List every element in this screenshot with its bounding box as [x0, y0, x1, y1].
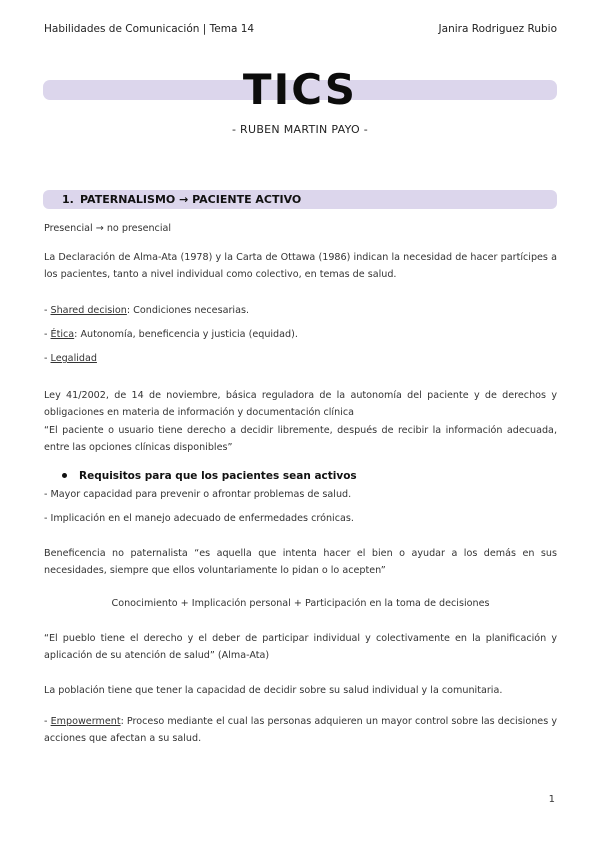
requisitos-title: Requisitos para que los pacientes sean activos — [79, 470, 357, 482]
requisito-2: - Implicación en el manejo adecuado de enfermedades crónicas. — [44, 513, 354, 524]
etica-text: : Autonomía, beneficencia y justicia (equidad). — [74, 329, 298, 340]
requisito-1: - Mayor capacidad para prevenir o afrontar problemas de salud. — [44, 489, 352, 500]
header-author: Janira Rodriguez Rubio — [438, 23, 557, 35]
declaracion-paragraph: La Declaración de Alma-Ata (1978) y la Carta de Ottawa (1986) indican la necesidad de hacer partícipes a los pacientes, tanto a nivel individual como colectivo, en temas de salud. — [44, 252, 557, 280]
page-title: TICS — [242, 65, 358, 114]
page-number: 1 — [548, 794, 555, 805]
ley-paragraph: Ley 41/2002, de 14 de noviembre, básica reguladora de la autonomía del paciente y de derechos y obligaciones en materia de información y documentación clínica — [44, 390, 557, 418]
empowerment-item: - Empowerment: Proceso mediante el cual las personas adquieren un mayor control sobre las decisiones y acciones que afectan a su salud. — [44, 716, 558, 744]
etica-label: Ética — [50, 329, 75, 340]
header-subject: Habilidades de Comunicación | Tema 14 — [44, 23, 255, 35]
section-number: 1. — [62, 193, 74, 206]
bullet-icon — [62, 473, 67, 478]
shared-decision-item: - Shared decision: Condiciones necesarias. — [44, 305, 249, 316]
beneficencia-paragraph: Beneficencia no paternalista “es aquella que intenta hacer el bien o ayudar a los demás en sus necesidades, siempre que ellos voluntariamente lo pidan o lo acepten” — [44, 548, 557, 576]
poblacion-line: La población tiene que tener la capacidad de decidir sobre su salud individual y la comunitaria. — [44, 685, 503, 696]
legalidad-label: Legalidad — [50, 353, 97, 364]
empowerment-label: Empowerment — [50, 716, 121, 727]
etica-item: - Ética: Autonomía, beneficencia y justicia (equidad). — [44, 329, 298, 340]
requisitos-heading — [62, 470, 357, 482]
shared-decision-label: Shared decision — [50, 305, 127, 316]
empowerment-text: : Proceso mediante el cual las personas adquieren un mayor control sobre las decisiones y acciones que afectan a su salud. — [44, 716, 558, 744]
shared-decision-text: : Condiciones necesarias. — [126, 305, 249, 316]
formula-line: Conocimiento + Implicación personal + Participación en la toma de decisiones — [111, 598, 490, 609]
page-subtitle: - RUBEN MARTIN PAYO - — [231, 123, 369, 136]
cita-pueblo: “El pueblo tiene el derecho y el deber de participar individual y colectivamente en la planificación y aplicación de su atención de salud” (Alma-Ata) — [44, 633, 557, 661]
cita-paciente: “El paciente o usuario tiene derecho a decidir libremente, después de recibir la información adecuada, entre las opciones clínicas disponibles” — [44, 425, 557, 453]
section-title: PATERNALISMO → PACIENTE ACTIVO — [80, 193, 302, 206]
presencial-line: Presencial → no presencial — [44, 223, 172, 234]
legalidad-item: - Legalidad — [44, 353, 97, 364]
